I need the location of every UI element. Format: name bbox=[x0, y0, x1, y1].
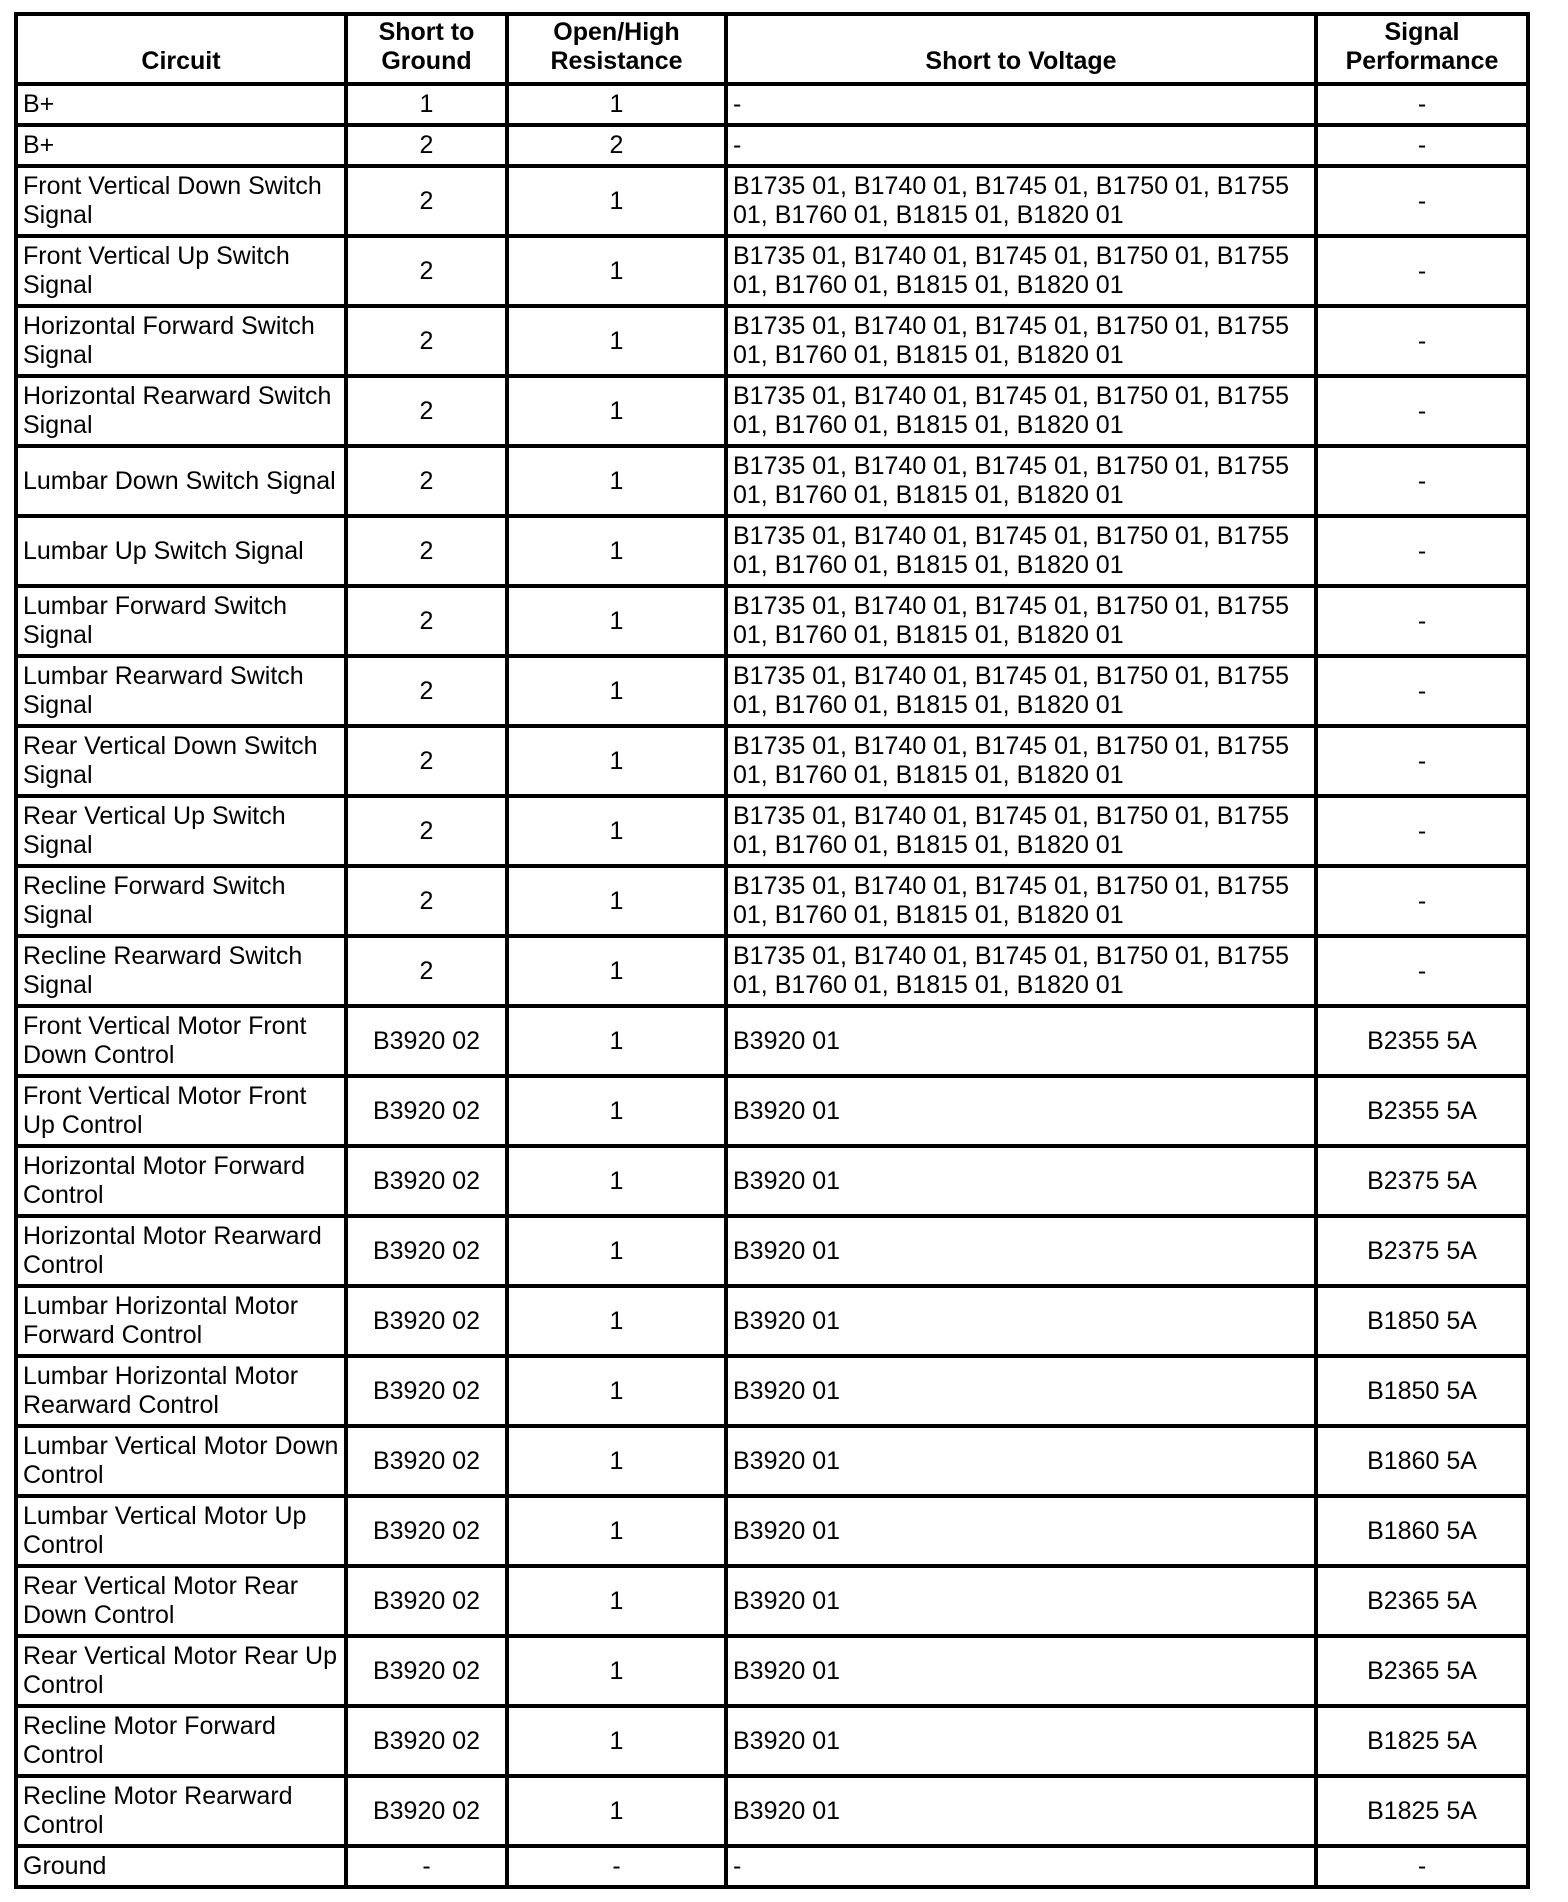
cell-short-to-voltage: B3920 01 bbox=[726, 1286, 1316, 1356]
cell-signal-performance: - bbox=[1316, 936, 1528, 1006]
cell-circuit: Horizontal Rearward Switch Signal bbox=[16, 376, 346, 446]
cell-circuit: Rear Vertical Motor Rear Down Control bbox=[16, 1566, 346, 1636]
cell-open-high-resistance: 1 bbox=[507, 236, 726, 306]
table-row bbox=[16, 1146, 1528, 1216]
cell-short-to-voltage: B1735 01, B1740 01, B1745 01, B1750 01, B1755 01, B1760 01, B1815 01, B1820 01 bbox=[726, 586, 1316, 656]
cell-short-to-ground: 2 bbox=[346, 376, 507, 446]
cell-circuit: Lumbar Down Switch Signal bbox=[16, 446, 346, 516]
cell-open-high-resistance: 1 bbox=[507, 796, 726, 866]
cell-open-high-resistance: 1 bbox=[507, 1006, 726, 1076]
cell-open-high-resistance: 1 bbox=[507, 936, 726, 1006]
table-row bbox=[16, 796, 1528, 866]
cell-open-high-resistance: 1 bbox=[507, 166, 726, 236]
table-header-row bbox=[16, 14, 1528, 84]
cell-open-high-resistance: 1 bbox=[507, 656, 726, 726]
cell-signal-performance: B1825 5A bbox=[1316, 1776, 1528, 1846]
cell-short-to-voltage: B3920 01 bbox=[726, 1636, 1316, 1706]
cell-circuit: Front Vertical Motor Front Down Control bbox=[16, 1006, 346, 1076]
cell-short-to-ground: 2 bbox=[346, 796, 507, 866]
cell-signal-performance: B2355 5A bbox=[1316, 1006, 1528, 1076]
cell-signal-performance: B2365 5A bbox=[1316, 1636, 1528, 1706]
cell-circuit: B+ bbox=[16, 84, 346, 125]
cell-circuit: Front Vertical Down Switch Signal bbox=[16, 166, 346, 236]
cell-circuit: Lumbar Forward Switch Signal bbox=[16, 586, 346, 656]
cell-signal-performance: B2375 5A bbox=[1316, 1216, 1528, 1286]
cell-signal-performance: B1860 5A bbox=[1316, 1496, 1528, 1566]
cell-signal-performance: - bbox=[1316, 236, 1528, 306]
cell-short-to-ground: 2 bbox=[346, 516, 507, 586]
cell-short-to-ground: B3920 02 bbox=[346, 1216, 507, 1286]
cell-short-to-ground: B3920 02 bbox=[346, 1426, 507, 1496]
cell-short-to-ground: B3920 02 bbox=[346, 1776, 507, 1846]
cell-short-to-ground: 2 bbox=[346, 656, 507, 726]
cell-short-to-voltage: B3920 01 bbox=[726, 1426, 1316, 1496]
cell-open-high-resistance: 1 bbox=[507, 1706, 726, 1776]
cell-circuit: Front Vertical Up Switch Signal bbox=[16, 236, 346, 306]
header-short-to-voltage: Short to Voltage bbox=[726, 14, 1316, 84]
cell-signal-performance: - bbox=[1316, 446, 1528, 516]
cell-signal-performance: B1860 5A bbox=[1316, 1426, 1528, 1496]
table-row bbox=[16, 376, 1528, 446]
table-row bbox=[16, 125, 1528, 166]
table-row bbox=[16, 866, 1528, 936]
cell-short-to-voltage: B3920 01 bbox=[726, 1566, 1316, 1636]
cell-short-to-voltage: B1735 01, B1740 01, B1745 01, B1750 01, B1755 01, B1760 01, B1815 01, B1820 01 bbox=[726, 446, 1316, 516]
cell-short-to-voltage: B3920 01 bbox=[726, 1006, 1316, 1076]
cell-open-high-resistance: 1 bbox=[507, 306, 726, 376]
cell-short-to-ground: 2 bbox=[346, 236, 507, 306]
cell-short-to-voltage: B1735 01, B1740 01, B1745 01, B1750 01, B1755 01, B1760 01, B1815 01, B1820 01 bbox=[726, 796, 1316, 866]
cell-short-to-ground: 2 bbox=[346, 446, 507, 516]
cell-short-to-voltage: - bbox=[726, 84, 1316, 125]
cell-short-to-voltage: B3920 01 bbox=[726, 1776, 1316, 1846]
cell-signal-performance: - bbox=[1316, 586, 1528, 656]
table-row bbox=[16, 1216, 1528, 1286]
table-row bbox=[16, 236, 1528, 306]
cell-short-to-ground: 2 bbox=[346, 166, 507, 236]
cell-short-to-voltage: B3920 01 bbox=[726, 1076, 1316, 1146]
cell-short-to-voltage: B1735 01, B1740 01, B1745 01, B1750 01, B1755 01, B1760 01, B1815 01, B1820 01 bbox=[726, 866, 1316, 936]
cell-short-to-voltage: B1735 01, B1740 01, B1745 01, B1750 01, B1755 01, B1760 01, B1815 01, B1820 01 bbox=[726, 376, 1316, 446]
cell-open-high-resistance: 1 bbox=[507, 726, 726, 796]
cell-circuit: Recline Motor Rearward Control bbox=[16, 1776, 346, 1846]
cell-circuit: Rear Vertical Motor Rear Up Control bbox=[16, 1636, 346, 1706]
header-open-high-resistance: Open/High Resistance bbox=[507, 14, 726, 84]
cell-open-high-resistance: 1 bbox=[507, 376, 726, 446]
cell-short-to-ground: B3920 02 bbox=[346, 1356, 507, 1426]
cell-signal-performance: - bbox=[1316, 516, 1528, 586]
table-row bbox=[16, 166, 1528, 236]
table-row bbox=[16, 84, 1528, 125]
cell-short-to-ground: B3920 02 bbox=[346, 1496, 507, 1566]
cell-signal-performance: B1850 5A bbox=[1316, 1286, 1528, 1356]
table-row bbox=[16, 586, 1528, 656]
cell-short-to-voltage: B1735 01, B1740 01, B1745 01, B1750 01, B1755 01, B1760 01, B1815 01, B1820 01 bbox=[726, 656, 1316, 726]
cell-signal-performance: - bbox=[1316, 726, 1528, 796]
cell-circuit: Recline Forward Switch Signal bbox=[16, 866, 346, 936]
cell-short-to-voltage: - bbox=[726, 1846, 1316, 1887]
cell-open-high-resistance: 1 bbox=[507, 1636, 726, 1706]
cell-signal-performance: - bbox=[1316, 84, 1528, 125]
cell-circuit: Recline Motor Forward Control bbox=[16, 1706, 346, 1776]
cell-open-high-resistance: 1 bbox=[507, 1146, 726, 1216]
table-row bbox=[16, 1566, 1528, 1636]
cell-signal-performance: - bbox=[1316, 376, 1528, 446]
cell-short-to-ground: 1 bbox=[346, 84, 507, 125]
cell-short-to-ground: 2 bbox=[346, 866, 507, 936]
cell-short-to-voltage: - bbox=[726, 125, 1316, 166]
header-circuit: Circuit bbox=[16, 14, 346, 84]
table-row bbox=[16, 1286, 1528, 1356]
cell-circuit: Lumbar Rearward Switch Signal bbox=[16, 656, 346, 726]
table-row bbox=[16, 726, 1528, 796]
cell-signal-performance: B2365 5A bbox=[1316, 1566, 1528, 1636]
cell-circuit: Ground bbox=[16, 1846, 346, 1887]
cell-open-high-resistance: 1 bbox=[507, 1496, 726, 1566]
cell-short-to-ground: 2 bbox=[346, 586, 507, 656]
cell-circuit: Rear Vertical Down Switch Signal bbox=[16, 726, 346, 796]
cell-signal-performance: - bbox=[1316, 125, 1528, 166]
cell-short-to-voltage: B1735 01, B1740 01, B1745 01, B1750 01, B1755 01, B1760 01, B1815 01, B1820 01 bbox=[726, 166, 1316, 236]
cell-short-to-voltage: B1735 01, B1740 01, B1745 01, B1750 01, B1755 01, B1760 01, B1815 01, B1820 01 bbox=[726, 306, 1316, 376]
cell-short-to-ground: B3920 02 bbox=[346, 1636, 507, 1706]
table-row bbox=[16, 1076, 1528, 1146]
table-row bbox=[16, 936, 1528, 1006]
cell-circuit: Horizontal Motor Rearward Control bbox=[16, 1216, 346, 1286]
cell-signal-performance: B2375 5A bbox=[1316, 1146, 1528, 1216]
cell-open-high-resistance: 1 bbox=[507, 1566, 726, 1636]
cell-open-high-resistance: 1 bbox=[507, 1426, 726, 1496]
cell-open-high-resistance: 1 bbox=[507, 446, 726, 516]
cell-circuit: Horizontal Forward Switch Signal bbox=[16, 306, 346, 376]
cell-signal-performance: - bbox=[1316, 306, 1528, 376]
cell-short-to-ground: B3920 02 bbox=[346, 1706, 507, 1776]
table-row bbox=[16, 656, 1528, 726]
table-row bbox=[16, 306, 1528, 376]
cell-signal-performance: - bbox=[1316, 656, 1528, 726]
table-row bbox=[16, 1636, 1528, 1706]
table-row bbox=[16, 1846, 1528, 1887]
cell-short-to-ground: - bbox=[346, 1846, 507, 1887]
cell-short-to-voltage: B1735 01, B1740 01, B1745 01, B1750 01, B1755 01, B1760 01, B1815 01, B1820 01 bbox=[726, 516, 1316, 586]
cell-open-high-resistance: 1 bbox=[507, 1216, 726, 1286]
cell-signal-performance: - bbox=[1316, 866, 1528, 936]
cell-short-to-ground: B3920 02 bbox=[346, 1076, 507, 1146]
cell-short-to-voltage: B3920 01 bbox=[726, 1146, 1316, 1216]
cell-short-to-voltage: B1735 01, B1740 01, B1745 01, B1750 01, B1755 01, B1760 01, B1815 01, B1820 01 bbox=[726, 936, 1316, 1006]
cell-short-to-voltage: B3920 01 bbox=[726, 1216, 1316, 1286]
cell-circuit: B+ bbox=[16, 125, 346, 166]
cell-short-to-ground: B3920 02 bbox=[346, 1286, 507, 1356]
cell-short-to-voltage: B1735 01, B1740 01, B1745 01, B1750 01, B1755 01, B1760 01, B1815 01, B1820 01 bbox=[726, 236, 1316, 306]
cell-open-high-resistance: 1 bbox=[507, 586, 726, 656]
cell-open-high-resistance: - bbox=[507, 1846, 726, 1887]
table-row bbox=[16, 1006, 1528, 1076]
table-row bbox=[16, 1776, 1528, 1846]
cell-short-to-voltage: B1735 01, B1740 01, B1745 01, B1750 01, B1755 01, B1760 01, B1815 01, B1820 01 bbox=[726, 726, 1316, 796]
table-row bbox=[16, 446, 1528, 516]
cell-open-high-resistance: 1 bbox=[507, 1286, 726, 1356]
table-row bbox=[16, 1356, 1528, 1426]
cell-signal-performance: - bbox=[1316, 796, 1528, 866]
header-short-to-ground: Short to Ground bbox=[346, 14, 507, 84]
table-row bbox=[16, 1496, 1528, 1566]
cell-short-to-voltage: B3920 01 bbox=[726, 1496, 1316, 1566]
cell-short-to-ground: 2 bbox=[346, 726, 507, 796]
cell-signal-performance: B1850 5A bbox=[1316, 1356, 1528, 1426]
cell-signal-performance: B2355 5A bbox=[1316, 1076, 1528, 1146]
cell-open-high-resistance: 1 bbox=[507, 516, 726, 586]
cell-short-to-voltage: B3920 01 bbox=[726, 1356, 1316, 1426]
cell-circuit: Lumbar Horizontal Motor Forward Control bbox=[16, 1286, 346, 1356]
cell-short-to-ground: B3920 02 bbox=[346, 1566, 507, 1636]
cell-open-high-resistance: 2 bbox=[507, 125, 726, 166]
table-row bbox=[16, 516, 1528, 586]
cell-short-to-ground: 2 bbox=[346, 936, 507, 1006]
cell-short-to-ground: 2 bbox=[346, 125, 507, 166]
table-row bbox=[16, 1706, 1528, 1776]
cell-short-to-ground: B3920 02 bbox=[346, 1146, 507, 1216]
cell-circuit: Lumbar Vertical Motor Up Control bbox=[16, 1496, 346, 1566]
document-page bbox=[14, 12, 1530, 1889]
cell-short-to-voltage: B3920 01 bbox=[726, 1706, 1316, 1776]
cell-short-to-ground: B3920 02 bbox=[346, 1006, 507, 1076]
cell-signal-performance: - bbox=[1316, 166, 1528, 236]
cell-circuit: Lumbar Up Switch Signal bbox=[16, 516, 346, 586]
cell-open-high-resistance: 1 bbox=[507, 1076, 726, 1146]
cell-circuit: Front Vertical Motor Front Up Control bbox=[16, 1076, 346, 1146]
cell-signal-performance: B1825 5A bbox=[1316, 1706, 1528, 1776]
cell-short-to-ground: 2 bbox=[346, 306, 507, 376]
cell-circuit: Horizontal Motor Forward Control bbox=[16, 1146, 346, 1216]
cell-open-high-resistance: 1 bbox=[507, 866, 726, 936]
cell-open-high-resistance: 1 bbox=[507, 1356, 726, 1426]
cell-circuit: Recline Rearward Switch Signal bbox=[16, 936, 346, 1006]
cell-open-high-resistance: 1 bbox=[507, 1776, 726, 1846]
table-row bbox=[16, 1426, 1528, 1496]
cell-signal-performance: - bbox=[1316, 1846, 1528, 1887]
cell-circuit: Lumbar Vertical Motor Down Control bbox=[16, 1426, 346, 1496]
cell-circuit: Lumbar Horizontal Motor Rearward Control bbox=[16, 1356, 346, 1426]
header-signal-performance: Signal Performance bbox=[1316, 14, 1528, 84]
cell-circuit: Rear Vertical Up Switch Signal bbox=[16, 796, 346, 866]
cell-open-high-resistance: 1 bbox=[507, 84, 726, 125]
circuit-dtc-table bbox=[14, 12, 1530, 1889]
